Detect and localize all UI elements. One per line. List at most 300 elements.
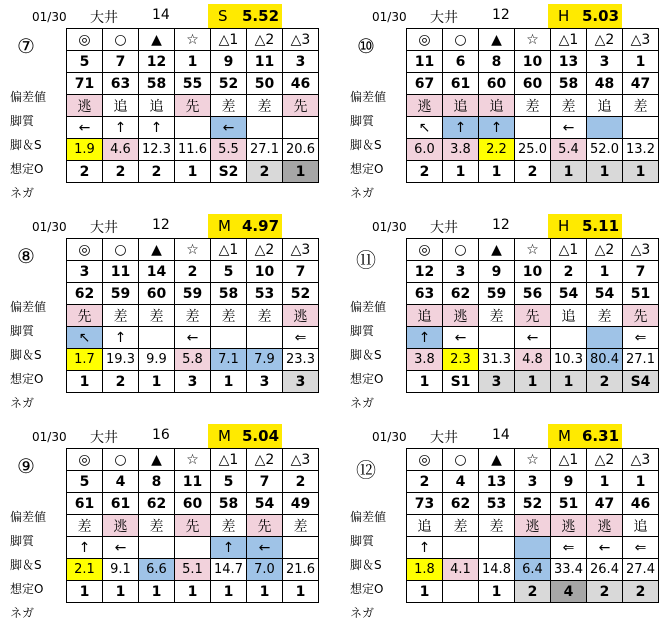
horse-number-cell: 11 [103,261,139,283]
negative-cell: 2 [103,161,139,183]
race-panel [348,424,668,632]
horse-number-cell: 5 [67,471,103,493]
row-label: 脚＆S [350,348,382,362]
race-venue: 大井 [430,220,458,236]
deviation-cell: 62 [443,493,479,515]
deviation-cell: 48 [587,73,623,95]
negative-cell: S1 [443,371,479,393]
negative-cell: 1 [139,371,175,393]
deviation-cell: 59 [479,283,515,305]
race-venue: 大井 [90,220,118,236]
leg-speed-cell [515,117,551,139]
table-row [407,29,659,51]
table-row [67,117,319,139]
negative-cell: 1 [551,371,587,393]
negative-cell: 1 [67,371,103,393]
mark-cell: △3 [283,449,319,471]
running-style-cell: 先 [283,95,319,117]
running-style-cell: 追 [139,95,175,117]
mark-cell: ☆ [515,29,551,51]
negative-cell: 3 [175,371,211,393]
runner-count: 12 [492,7,510,23]
expected-odds-cell: 27.1 [247,139,283,161]
running-style-cell: 追 [103,95,139,117]
running-style-cell: 差 [211,95,247,117]
leg-speed-cell: ← [443,327,479,349]
deviation-cell: 71 [67,73,103,95]
expected-odds-cell: 11.6 [175,139,211,161]
race-header [348,424,668,448]
race-type: H [558,217,570,235]
deviation-cell: 55 [175,73,211,95]
table-row [407,283,659,305]
deviation-cell: 63 [407,283,443,305]
expected-odds-cell: 27.4 [623,559,659,581]
negative-cell: 2 [247,161,283,183]
deviation-cell: 51 [551,493,587,515]
mark-cell: ○ [103,449,139,471]
mark-cell: ▲ [139,239,175,261]
negative-cell: 1 [175,581,211,603]
running-style-cell: 逃 [407,95,443,117]
negative-cell: 1 [407,581,443,603]
negative-cell: 2 [407,161,443,183]
leg-speed-cell: ↑ [443,117,479,139]
leg-speed-cell [139,327,175,349]
deviation-cell: 50 [247,73,283,95]
leg-speed-cell: ⇐ [623,537,659,559]
leg-speed-cell: ← [515,327,551,349]
negative-cell: 3 [479,371,515,393]
row-label: 想定O [10,162,44,176]
expected-odds-cell: 14.8 [479,559,515,581]
running-style-cell: 差 [211,515,247,537]
mark-cell: ☆ [515,239,551,261]
table-row [67,51,319,73]
expected-odds-cell: 6.6 [139,559,175,581]
row-label: 脚＆S [10,558,42,572]
row-label: 想定O [350,372,384,386]
leg-speed-cell: ↑ [407,327,443,349]
horse-number-cell: 9 [551,471,587,493]
row-label: ネガ [10,606,35,620]
leg-speed-cell [587,327,623,349]
table-row [407,449,659,471]
mark-cell: ☆ [515,449,551,471]
leg-speed-cell: ↖ [67,327,103,349]
mark-cell: ○ [443,29,479,51]
table-row [67,95,319,117]
row-label: 脚質 [10,114,35,128]
horse-number-cell: 3 [443,261,479,283]
expected-odds-cell: 26.4 [587,559,623,581]
horse-number-cell: 8 [479,51,515,73]
horse-number-cell: 5 [211,261,247,283]
row-label: 脚質 [350,114,375,128]
mark-cell: ◎ [407,29,443,51]
expected-odds-cell: 19.3 [103,349,139,371]
mark-cell: ○ [103,239,139,261]
deviation-cell: 62 [139,493,175,515]
row-label: ネガ [10,396,35,410]
deviation-cell: 53 [479,493,515,515]
table-row [407,349,659,371]
table-row [407,261,659,283]
running-style-cell: 逃 [551,515,587,537]
table-row [67,581,319,603]
table-row [407,139,659,161]
deviation-cell: 54 [587,283,623,305]
table-row [407,117,659,139]
row-label: 想定O [350,582,384,596]
leg-speed-cell: ↑ [139,117,175,139]
negative-cell: 2 [67,161,103,183]
race-date: 01/30 [372,430,407,444]
expected-odds-cell: 31.3 [479,349,515,371]
deviation-cell: 61 [67,493,103,515]
horse-number-cell: 1 [623,51,659,73]
running-style-cell: 差 [247,305,283,327]
expected-odds-cell: 7.9 [247,349,283,371]
expected-odds-cell: 5.8 [175,349,211,371]
deviation-cell: 59 [175,283,211,305]
running-style-cell: 差 [247,95,283,117]
horse-number-cell: 11 [247,51,283,73]
running-style-cell: 追 [407,515,443,537]
runner-count: 14 [492,427,510,443]
horse-number-cell: 13 [479,471,515,493]
deviation-cell: 54 [247,493,283,515]
race-header [348,214,668,238]
running-style-cell: 追 [407,305,443,327]
race-number: ⑩ [357,34,375,58]
deviation-cell: 62 [67,283,103,305]
leg-speed-cell: ← [67,117,103,139]
leg-speed-cell: ↑ [67,537,103,559]
rating-value: 5.52 [242,7,280,25]
table-row [67,327,319,349]
expected-odds-cell: 3.8 [443,139,479,161]
negative-cell: 1 [443,161,479,183]
mark-cell: △3 [283,239,319,261]
negative-cell: 2 [103,371,139,393]
deviation-cell: 63 [103,73,139,95]
negative-cell: 2 [587,371,623,393]
mark-cell: △3 [623,29,659,51]
expected-odds-cell: 7.1 [211,349,247,371]
running-style-cell: 追 [443,95,479,117]
running-style-cell: 差 [67,515,103,537]
negative-cell: 1 [247,581,283,603]
table-row [407,95,659,117]
row-label: 脚質 [10,324,35,338]
mark-cell: △1 [551,29,587,51]
expected-odds-cell: 12.3 [139,139,175,161]
negative-cell: S4 [623,371,659,393]
horse-number-cell: 13 [551,51,587,73]
mark-cell: ▲ [139,29,175,51]
runner-count: 16 [152,427,170,443]
mark-cell: △2 [587,29,623,51]
race-venue: 大井 [430,10,458,26]
running-style-cell: 逃 [103,515,139,537]
horse-number-cell: 3 [587,51,623,73]
expected-odds-cell: 4.8 [515,349,551,371]
deviation-cell: 60 [139,283,175,305]
rating-value: 5.11 [582,217,620,235]
race-number: ⑨ [17,454,35,478]
mark-cell: ☆ [175,239,211,261]
expected-odds-cell: 3.8 [407,349,443,371]
leg-speed-cell: ← [587,537,623,559]
race-date: 01/30 [32,430,67,444]
expected-odds-cell: 2.3 [443,349,479,371]
running-style-cell: 差 [551,95,587,117]
horse-number-cell: 5 [211,471,247,493]
table-row [67,471,319,493]
race-panel [8,424,328,632]
leg-speed-cell [175,117,211,139]
row-label: 偏差値 [350,300,387,314]
row-label: 偏差値 [10,510,47,524]
negative-cell: 1 [407,371,443,393]
negative-cell: 1 [283,581,319,603]
horse-number-cell: 11 [175,471,211,493]
horse-number-cell: 14 [139,261,175,283]
mark-cell: ☆ [175,29,211,51]
mark-cell: ▲ [139,449,175,471]
row-label: 脚＆S [350,138,382,152]
negative-cell [443,581,479,603]
deviation-cell: 54 [551,283,587,305]
row-label: 脚＆S [10,348,42,362]
row-label: ネガ [350,396,375,410]
row-label: 偏差値 [350,90,387,104]
deviation-cell: 49 [283,493,319,515]
table-row [67,239,319,261]
race-type: S [218,7,228,25]
rating-value: 6.31 [582,427,620,445]
running-style-cell: 先 [67,305,103,327]
deviation-cell: 59 [103,283,139,305]
table-row [407,73,659,95]
deviation-cell: 58 [211,493,247,515]
race-venue: 大井 [430,430,458,446]
horse-number-cell: 9 [479,261,515,283]
runner-count: 14 [152,7,170,23]
mark-cell: △3 [623,449,659,471]
leg-speed-cell: ⇐ [283,327,319,349]
running-style-cell: 差 [623,95,659,117]
table-row [407,537,659,559]
leg-speed-cell: ⇐ [623,327,659,349]
row-label: ネガ [10,186,35,200]
row-label: 脚＆S [350,558,382,572]
expected-odds-cell: 9.9 [139,349,175,371]
table-row [407,305,659,327]
mark-cell: ▲ [479,449,515,471]
running-style-cell: 差 [515,95,551,117]
running-style-cell: 逃 [515,515,551,537]
mark-cell: ☆ [175,449,211,471]
horse-number-cell: 2 [283,471,319,493]
leg-speed-cell: ← [551,117,587,139]
deviation-cell: 61 [443,73,479,95]
running-style-cell: 逃 [283,305,319,327]
horse-number-cell: 3 [283,51,319,73]
horse-number-cell: 12 [407,261,443,283]
race-date: 01/30 [32,10,67,24]
negative-cell: 2 [515,161,551,183]
horse-table [406,448,659,603]
table-row [67,161,319,183]
table-row [67,449,319,471]
horse-number-cell: 4 [103,471,139,493]
horse-number-cell: 7 [247,471,283,493]
mark-cell: ◎ [407,449,443,471]
table-row [407,581,659,603]
running-style-cell: 先 [247,515,283,537]
mark-cell: △2 [247,449,283,471]
row-label: 脚質 [350,324,375,338]
race-type: M [218,427,231,445]
running-style-cell: 先 [175,95,211,117]
mark-cell: △1 [551,239,587,261]
leg-speed-cell: ↑ [479,117,515,139]
leg-speed-cell [175,537,211,559]
race-panel [8,4,328,212]
rating-value: 4.97 [242,217,280,235]
race-venue: 大井 [90,10,118,26]
mark-cell: ◎ [407,239,443,261]
deviation-cell: 62 [443,283,479,305]
deviation-cell: 52 [211,73,247,95]
expected-odds-cell: 25.0 [515,139,551,161]
deviation-cell: 52 [283,283,319,305]
mark-cell: △3 [623,239,659,261]
row-label: 偏差値 [10,300,47,314]
mark-cell: ○ [103,29,139,51]
table-row [407,371,659,393]
race-date: 01/30 [372,10,407,24]
running-style-cell: 追 [587,95,623,117]
table-row [67,305,319,327]
row-label: 脚質 [350,534,375,548]
running-style-cell: 追 [479,95,515,117]
runner-count: 12 [492,217,510,233]
horse-number-cell: 11 [407,51,443,73]
negative-cell: 1 [67,581,103,603]
horse-number-cell: 7 [283,261,319,283]
mark-cell: ◎ [67,449,103,471]
negative-cell: 1 [103,581,139,603]
running-style-cell: 逃 [67,95,103,117]
table-row [407,161,659,183]
race-header [8,424,328,448]
mark-cell: ○ [443,449,479,471]
running-style-cell: 差 [139,305,175,327]
race-header [348,4,668,28]
horse-number-cell: 1 [587,261,623,283]
negative-cell: 1 [587,161,623,183]
deviation-cell: 46 [623,493,659,515]
row-label: 想定O [10,372,44,386]
race-number: ⑧ [17,244,35,268]
negative-cell: 1 [139,581,175,603]
running-style-cell: 差 [139,515,175,537]
horse-number-cell: 5 [67,51,103,73]
race-type: H [558,7,570,25]
running-style-cell: 差 [175,305,211,327]
race-panel [348,4,668,212]
running-style-cell: 差 [103,305,139,327]
leg-speed-cell [139,537,175,559]
negative-cell: 1 [551,161,587,183]
leg-speed-cell [247,327,283,349]
leg-speed-cell [479,537,515,559]
table-row [407,327,659,349]
race-panel [8,214,328,422]
negative-cell: 1 [479,581,515,603]
horse-number-cell: 4 [443,471,479,493]
negative-cell: 3 [283,371,319,393]
race-date: 01/30 [372,220,407,234]
race-type: M [558,427,571,445]
table-row [407,515,659,537]
mark-cell: ▲ [479,29,515,51]
horse-number-cell: 12 [139,51,175,73]
running-style-cell: 差 [479,305,515,327]
negative-cell: 4 [551,581,587,603]
expected-odds-cell: 6.0 [407,139,443,161]
expected-odds-cell: 4.1 [443,559,479,581]
table-row [67,515,319,537]
row-label: 想定O [350,162,384,176]
horse-number-cell: 3 [67,261,103,283]
race-venue: 大井 [90,430,118,446]
runner-count: 12 [152,217,170,233]
horse-table [66,28,319,183]
running-style-cell: 差 [587,305,623,327]
running-style-cell: 逃 [587,515,623,537]
row-label: 想定O [10,582,44,596]
horse-number-cell: 9 [211,51,247,73]
expected-odds-cell: 6.4 [515,559,551,581]
horse-number-cell: 3 [515,471,551,493]
leg-speed-cell [623,117,659,139]
running-style-cell: 差 [283,515,319,537]
leg-speed-cell: ↑ [103,327,139,349]
mark-cell: ◎ [67,29,103,51]
expected-odds-cell: 2.2 [479,139,515,161]
mark-cell: △1 [211,29,247,51]
expected-odds-cell: 5.1 [175,559,211,581]
expected-odds-cell: 1.9 [67,139,103,161]
race-date: 01/30 [32,220,67,234]
leg-speed-cell [587,117,623,139]
horse-number-cell: 2 [551,261,587,283]
leg-speed-cell [283,117,319,139]
expected-odds-cell: 1.7 [67,349,103,371]
expected-odds-cell: 7.0 [247,559,283,581]
horse-number-cell: 7 [623,261,659,283]
table-row [67,283,319,305]
leg-speed-cell [211,327,247,349]
expected-odds-cell: 10.3 [551,349,587,371]
negative-cell: 2 [623,581,659,603]
leg-speed-cell: ⇐ [551,537,587,559]
mark-cell: △1 [551,449,587,471]
